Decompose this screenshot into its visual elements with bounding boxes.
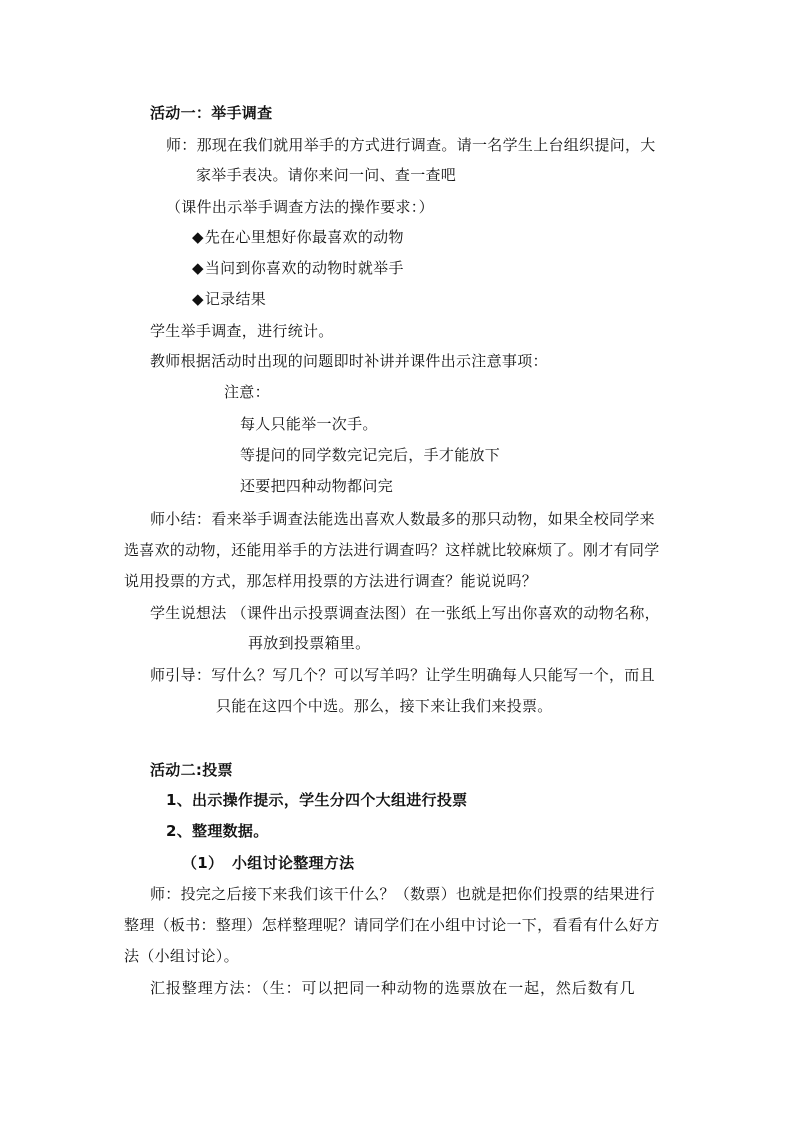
teacher-intro-line2: 家举手表决。请你来问一问、查一查吧: [196, 166, 457, 184]
activity2-heading: 活动二:投票: [150, 761, 233, 779]
bullet-item: [192, 258, 404, 278]
notice-label: 注意：: [224, 383, 270, 401]
teacher-intro-line1: 师：那现在我们就用举手的方式进行调查。请一名学生上台组织提问，大: [166, 136, 656, 154]
teacher-line2: 整理（板书：整理）怎样整理呢？请同学们在小组中讨论一下，看看有什么好方: [124, 916, 660, 934]
notice-item: 等提问的同学数完记完后，手才能放下: [240, 446, 501, 464]
notice-item: 还要把四种动物都问完: [240, 477, 394, 495]
diamond-bullet-icon: ◆: [192, 290, 204, 308]
teacher-supplement: 教师根据活动时出现的问题即时补讲并课件出示注意事项：: [150, 352, 548, 370]
summary-line1: 师小结：看来举手调查法能选出喜欢人数最多的那只动物，如果全校同学来: [150, 510, 655, 528]
substep-number: （1）: [182, 854, 224, 872]
bullet-item: [192, 289, 266, 309]
diamond-bullet-icon: ◆: [192, 228, 204, 246]
student-idea-line2: 再放到投票箱里。: [248, 634, 371, 652]
step-2: 2、整理数据。: [166, 822, 269, 840]
summary-line2: 选喜欢的动物，还能用举手的方法进行调查吗？这样就比较麻烦了。刚才有同学: [124, 541, 660, 559]
courseware-note: （课件出示举手调查方法的操作要求：）: [166, 198, 434, 216]
report-line1: 汇报整理方法：（生：可以把同一种动物的选票放在一起，然后数有几: [150, 979, 636, 997]
bullet-text: 当问到你喜欢的动物时就举手: [204, 259, 404, 277]
bullet-text: 先在心里想好你最喜欢的动物: [204, 228, 404, 246]
notice-item: 每人只能举一次手。: [240, 415, 378, 433]
summary-line3: 说用投票的方式，那怎样用投票的方法进行调查？能说说吗？: [124, 572, 538, 590]
teacher-line1: 师：投完之后接下来我们该干什么？（数票）也就是把你们投票的结果进行: [150, 885, 655, 903]
bullet-text: 记录结果: [204, 290, 267, 308]
teacher-line3: 法（小组讨论）。: [124, 947, 239, 965]
activity1-heading: 活动一：举手调查: [150, 104, 273, 122]
student-survey: 学生举手调查，进行统计。: [150, 322, 334, 340]
guide-line1: 师引导：写什么？写几个？可以写羊吗？让学生明确每人只能写一个，而且: [150, 666, 655, 684]
student-idea-line1: 学生说想法 （课件出示投票调查法图）在一张纸上写出你喜欢的动物名称，: [150, 604, 660, 622]
guide-line2: 只能在这四个中选。那么，接下来让我们来投票。: [216, 697, 553, 715]
substep-text: 小组讨论整理方法: [232, 854, 355, 872]
bullet-item: [192, 227, 404, 247]
diamond-bullet-icon: ◆: [192, 259, 204, 277]
step-1: 1、出示操作提示，学生分四个大组进行投票: [166, 791, 468, 809]
